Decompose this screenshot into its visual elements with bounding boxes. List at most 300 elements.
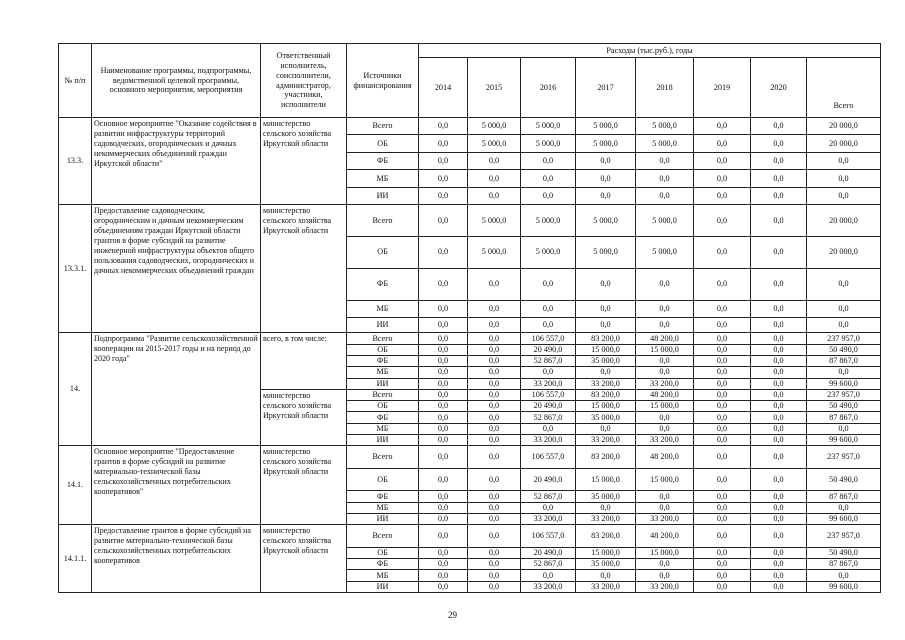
amount-cell: 0,0 — [751, 135, 807, 152]
amount-cell: 0,0 — [468, 581, 521, 592]
amount-cell: 15 000,0 — [636, 344, 694, 355]
amount-cell: 33 200,0 — [636, 434, 694, 445]
amount-cell: 20 490,0 — [521, 344, 576, 355]
amount-cell: 0,0 — [468, 378, 521, 389]
amount-cell: 5 000,0 — [636, 236, 694, 268]
amount-cell: 0,0 — [694, 135, 751, 152]
amount-cell: 0,0 — [751, 205, 807, 237]
amount-cell: 0,0 — [751, 423, 807, 434]
row-number: 14. — [59, 333, 92, 446]
amount-cell: 35 000,0 — [576, 491, 636, 502]
amount-cell: 106 557,0 — [521, 446, 576, 469]
funding-source: ИИ — [347, 187, 419, 204]
amount-cell: 0,0 — [751, 513, 807, 524]
amount-cell: 0,0 — [751, 236, 807, 268]
amount-cell: 0,0 — [521, 300, 576, 317]
total-cell: 20 000,0 — [807, 205, 881, 237]
amount-cell: 33 200,0 — [521, 513, 576, 524]
amount-cell: 106 557,0 — [521, 525, 576, 548]
amount-cell: 0,0 — [636, 355, 694, 366]
amount-cell: 5 000,0 — [576, 135, 636, 152]
total-cell: 0,0 — [807, 170, 881, 187]
funding-source: МБ — [347, 367, 419, 378]
amount-cell: 0,0 — [694, 355, 751, 366]
amount-cell: 0,0 — [419, 525, 468, 548]
page-number: 29 — [448, 610, 457, 620]
funding-source: Всего — [347, 333, 419, 344]
amount-cell: 0,0 — [468, 502, 521, 513]
amount-cell: 35 000,0 — [576, 355, 636, 366]
amount-cell: 0,0 — [521, 502, 576, 513]
amount-cell: 0,0 — [751, 378, 807, 389]
amount-cell: 33 200,0 — [576, 513, 636, 524]
amount-cell: 5 000,0 — [576, 236, 636, 268]
activity-name: Основное мероприятие "Оказание содействия в развитии инфраструктуры территорий садоводческих, огороднических и дачных некоммерческих объединений граждан Иркутской области" — [92, 118, 261, 205]
header-year: 2019 — [694, 58, 751, 118]
header-year: 2018 — [636, 58, 694, 118]
funding-source: МБ — [347, 570, 419, 581]
amount-cell: 52 867,0 — [521, 491, 576, 502]
header-expenses: Расходы (тыс.руб.), годы — [419, 44, 881, 58]
total-cell: 237 957,0 — [807, 389, 881, 400]
total-cell: 20 000,0 — [807, 118, 881, 135]
amount-cell: 0,0 — [468, 389, 521, 400]
funding-source: ФБ — [347, 491, 419, 502]
amount-cell: 0,0 — [468, 513, 521, 524]
amount-cell: 0,0 — [576, 300, 636, 317]
funding-source: ИИ — [347, 513, 419, 524]
amount-cell: 0,0 — [468, 401, 521, 412]
amount-cell: 0,0 — [694, 152, 751, 169]
header-year: 2017 — [576, 58, 636, 118]
total-cell: 87 867,0 — [807, 491, 881, 502]
total-cell: 20 000,0 — [807, 236, 881, 268]
amount-cell: 0,0 — [694, 236, 751, 268]
funding-source: ОБ — [347, 344, 419, 355]
amount-cell: 0,0 — [521, 570, 576, 581]
amount-cell: 0,0 — [751, 570, 807, 581]
total-cell: 50 490,0 — [807, 547, 881, 558]
amount-cell: 5 000,0 — [636, 135, 694, 152]
amount-cell: 0,0 — [468, 446, 521, 469]
amount-cell: 33 200,0 — [521, 581, 576, 592]
amount-cell: 0,0 — [468, 170, 521, 187]
amount-cell: 0,0 — [694, 401, 751, 412]
total-cell: 99 600,0 — [807, 378, 881, 389]
amount-cell: 0,0 — [636, 187, 694, 204]
total-cell: 0,0 — [807, 423, 881, 434]
funding-source: ОБ — [347, 468, 419, 491]
amount-cell: 0,0 — [694, 446, 751, 469]
amount-cell: 0,0 — [419, 344, 468, 355]
total-cell: 87 867,0 — [807, 559, 881, 570]
total-cell: 0,0 — [807, 570, 881, 581]
total-cell: 20 000,0 — [807, 135, 881, 152]
activity-name: Основное мероприятие "Предоставление грантов в форме субсидий на развитие материально-технической базы сельскохозяйственных потребительских кооперативов" — [92, 446, 261, 525]
amount-cell: 83 200,0 — [576, 525, 636, 548]
header-year: 2020 — [751, 58, 807, 118]
amount-cell: 0,0 — [694, 491, 751, 502]
amount-cell: 0,0 — [521, 187, 576, 204]
amount-cell: 0,0 — [694, 318, 751, 333]
amount-cell: 0,0 — [419, 446, 468, 469]
amount-cell: 0,0 — [419, 513, 468, 524]
amount-cell: 33 200,0 — [636, 581, 694, 592]
funding-source: ФБ — [347, 152, 419, 169]
amount-cell: 33 200,0 — [521, 378, 576, 389]
funding-source: Всего — [347, 118, 419, 135]
amount-cell: 0,0 — [419, 434, 468, 445]
amount-cell: 48 200,0 — [636, 389, 694, 400]
amount-cell: 0,0 — [419, 333, 468, 344]
total-cell: 50 490,0 — [807, 344, 881, 355]
amount-cell: 33 200,0 — [521, 434, 576, 445]
amount-cell: 0,0 — [521, 367, 576, 378]
amount-cell: 0,0 — [751, 300, 807, 317]
amount-cell: 0,0 — [751, 268, 807, 300]
funding-source: ФБ — [347, 355, 419, 366]
amount-cell: 0,0 — [636, 152, 694, 169]
amount-cell: 48 200,0 — [636, 333, 694, 344]
amount-cell: 0,0 — [521, 152, 576, 169]
amount-cell: 0,0 — [636, 412, 694, 423]
amount-cell: 0,0 — [468, 344, 521, 355]
funding-source: ИИ — [347, 434, 419, 445]
amount-cell: 15 000,0 — [636, 401, 694, 412]
amount-cell: 20 490,0 — [521, 547, 576, 558]
amount-cell: 52 867,0 — [521, 355, 576, 366]
amount-cell: 0,0 — [751, 559, 807, 570]
funding-source: Всего — [347, 525, 419, 548]
amount-cell: 0,0 — [751, 446, 807, 469]
amount-cell: 0,0 — [468, 355, 521, 366]
funding-source: ОБ — [347, 401, 419, 412]
amount-cell: 0,0 — [751, 525, 807, 548]
amount-cell: 0,0 — [468, 423, 521, 434]
amount-cell: 0,0 — [636, 423, 694, 434]
amount-cell: 0,0 — [751, 170, 807, 187]
amount-cell: 83 200,0 — [576, 446, 636, 469]
amount-cell: 15 000,0 — [636, 468, 694, 491]
total-cell: 0,0 — [807, 318, 881, 333]
amount-cell: 0,0 — [694, 389, 751, 400]
amount-cell: 52 867,0 — [521, 412, 576, 423]
amount-cell: 0,0 — [751, 502, 807, 513]
responsible-executor: министерство сельского хозяйства Иркутской области — [261, 205, 347, 333]
amount-cell: 5 000,0 — [521, 118, 576, 135]
table-row — [59, 205, 881, 237]
amount-cell: 0,0 — [468, 434, 521, 445]
amount-cell: 0,0 — [468, 367, 521, 378]
funding-source: Всего — [347, 446, 419, 469]
activity-name: Подпрограмма "Развитие сельскохозяйственной кооперации на 2015-2017 годы и на период до 2020 года" — [92, 333, 261, 446]
amount-cell: 5 000,0 — [636, 118, 694, 135]
amount-cell: 48 200,0 — [636, 446, 694, 469]
total-cell: 0,0 — [807, 300, 881, 317]
amount-cell: 83 200,0 — [576, 333, 636, 344]
table-row — [59, 525, 881, 548]
amount-cell: 0,0 — [419, 401, 468, 412]
funding-source: МБ — [347, 423, 419, 434]
amount-cell: 0,0 — [419, 135, 468, 152]
amount-cell: 0,0 — [419, 468, 468, 491]
amount-cell: 0,0 — [576, 152, 636, 169]
amount-cell: 0,0 — [751, 344, 807, 355]
amount-cell: 0,0 — [636, 559, 694, 570]
amount-cell: 0,0 — [751, 152, 807, 169]
amount-cell: 15 000,0 — [576, 547, 636, 558]
amount-cell: 106 557,0 — [521, 333, 576, 344]
amount-cell: 0,0 — [468, 468, 521, 491]
amount-cell: 5 000,0 — [576, 205, 636, 237]
amount-cell: 0,0 — [419, 502, 468, 513]
amount-cell: 0,0 — [419, 268, 468, 300]
amount-cell: 0,0 — [751, 389, 807, 400]
header-source: Источники финансирования — [347, 44, 419, 118]
amount-cell: 5 000,0 — [521, 205, 576, 237]
amount-cell: 5 000,0 — [636, 205, 694, 237]
amount-cell: 33 200,0 — [576, 378, 636, 389]
amount-cell: 33 200,0 — [576, 581, 636, 592]
amount-cell: 0,0 — [521, 423, 576, 434]
row-number: 13.3.1. — [59, 205, 92, 333]
amount-cell: 0,0 — [636, 300, 694, 317]
table-body — [59, 118, 881, 593]
amount-cell: 0,0 — [576, 268, 636, 300]
responsible-executor: министерство сельского хозяйства Иркутской области — [261, 389, 347, 445]
amount-cell: 20 490,0 — [521, 468, 576, 491]
amount-cell: 0,0 — [694, 187, 751, 204]
amount-cell: 0,0 — [751, 355, 807, 366]
amount-cell: 0,0 — [751, 118, 807, 135]
total-cell: 50 490,0 — [807, 401, 881, 412]
activity-name: Предоставление грантов в форме субсидий на развитие материально-технической базы сельскохозяйственных потребительских кооперативов — [92, 525, 261, 593]
row-number: 14.1. — [59, 446, 92, 525]
amount-cell: 0,0 — [694, 434, 751, 445]
amount-cell: 0,0 — [694, 170, 751, 187]
funding-source: ФБ — [347, 412, 419, 423]
amount-cell: 0,0 — [694, 205, 751, 237]
amount-cell: 0,0 — [636, 268, 694, 300]
amount-cell: 0,0 — [419, 205, 468, 237]
total-cell: 237 957,0 — [807, 525, 881, 548]
amount-cell: 0,0 — [419, 378, 468, 389]
amount-cell: 0,0 — [419, 559, 468, 570]
total-cell: 237 957,0 — [807, 333, 881, 344]
amount-cell: 0,0 — [694, 502, 751, 513]
amount-cell: 35 000,0 — [576, 412, 636, 423]
funding-source: ИИ — [347, 581, 419, 592]
funding-source: ФБ — [347, 268, 419, 300]
header-responsible: Ответственный исполнитель, соисполнители, администратор, участники, исполнители — [261, 44, 347, 118]
amount-cell: 5 000,0 — [521, 135, 576, 152]
total-cell: 87 867,0 — [807, 355, 881, 366]
funding-source: ОБ — [347, 547, 419, 558]
amount-cell: 0,0 — [694, 344, 751, 355]
amount-cell: 0,0 — [419, 355, 468, 366]
funding-source: Всего — [347, 389, 419, 400]
total-cell: 0,0 — [807, 152, 881, 169]
amount-cell: 33 200,0 — [576, 434, 636, 445]
budget-table — [58, 43, 881, 593]
amount-cell: 15 000,0 — [576, 401, 636, 412]
amount-cell: 0,0 — [576, 367, 636, 378]
header-total: Всего — [807, 58, 881, 118]
total-cell: 99 600,0 — [807, 581, 881, 592]
amount-cell: 83 200,0 — [576, 389, 636, 400]
amount-cell: 33 200,0 — [636, 513, 694, 524]
funding-source: ИИ — [347, 318, 419, 333]
amount-cell: 0,0 — [694, 367, 751, 378]
amount-cell: 0,0 — [636, 491, 694, 502]
amount-cell: 15 000,0 — [576, 344, 636, 355]
funding-source: ОБ — [347, 236, 419, 268]
amount-cell: 0,0 — [419, 152, 468, 169]
amount-cell: 0,0 — [468, 559, 521, 570]
header-year: 2014 — [419, 58, 468, 118]
total-cell: 237 957,0 — [807, 446, 881, 469]
amount-cell: 0,0 — [419, 412, 468, 423]
amount-cell: 0,0 — [468, 570, 521, 581]
funding-source: ОБ — [347, 135, 419, 152]
funding-source: МБ — [347, 170, 419, 187]
amount-cell: 0,0 — [468, 333, 521, 344]
row-number: 13.3. — [59, 118, 92, 205]
header-name: Наименование программы, подпрограммы, ведомственной целевой программы, основного мероприятия, мероприятия — [92, 44, 261, 118]
amount-cell: 0,0 — [521, 170, 576, 187]
amount-cell: 0,0 — [419, 367, 468, 378]
amount-cell: 0,0 — [636, 318, 694, 333]
amount-cell: 15 000,0 — [576, 468, 636, 491]
amount-cell: 0,0 — [694, 547, 751, 558]
header-number: № п/п — [59, 44, 92, 118]
funding-source: ИИ — [347, 378, 419, 389]
amount-cell: 0,0 — [468, 412, 521, 423]
total-cell: 0,0 — [807, 367, 881, 378]
amount-cell: 0,0 — [576, 187, 636, 204]
table-row — [59, 333, 881, 344]
table-row — [59, 446, 881, 469]
amount-cell: 0,0 — [694, 559, 751, 570]
amount-cell: 0,0 — [419, 118, 468, 135]
amount-cell: 35 000,0 — [576, 559, 636, 570]
amount-cell: 0,0 — [751, 367, 807, 378]
amount-cell: 0,0 — [694, 525, 751, 548]
header-year: 2015 — [468, 58, 521, 118]
responsible-executor: министерство сельского хозяйства Иркутской области — [261, 446, 347, 525]
amount-cell: 5 000,0 — [468, 205, 521, 237]
total-cell: 99 600,0 — [807, 513, 881, 524]
amount-cell: 0,0 — [694, 581, 751, 592]
amount-cell: 0,0 — [468, 300, 521, 317]
amount-cell: 0,0 — [694, 300, 751, 317]
amount-cell: 0,0 — [694, 412, 751, 423]
amount-cell: 0,0 — [576, 502, 636, 513]
amount-cell: 0,0 — [576, 318, 636, 333]
amount-cell: 0,0 — [751, 187, 807, 204]
amount-cell: 0,0 — [694, 268, 751, 300]
amount-cell: 0,0 — [694, 378, 751, 389]
total-cell: 87 867,0 — [807, 412, 881, 423]
total-cell: 50 490,0 — [807, 468, 881, 491]
amount-cell: 0,0 — [419, 570, 468, 581]
amount-cell: 0,0 — [694, 513, 751, 524]
amount-cell: 0,0 — [468, 152, 521, 169]
amount-cell: 0,0 — [419, 491, 468, 502]
amount-cell: 0,0 — [636, 367, 694, 378]
amount-cell: 0,0 — [751, 318, 807, 333]
amount-cell: 20 490,0 — [521, 401, 576, 412]
total-cell: 0,0 — [807, 502, 881, 513]
amount-cell: 0,0 — [419, 318, 468, 333]
amount-cell: 0,0 — [751, 333, 807, 344]
total-cell: 0,0 — [807, 187, 881, 204]
amount-cell: 0,0 — [636, 502, 694, 513]
amount-cell: 33 200,0 — [636, 378, 694, 389]
amount-cell: 0,0 — [419, 389, 468, 400]
amount-cell: 0,0 — [468, 525, 521, 548]
amount-cell: 5 000,0 — [468, 135, 521, 152]
amount-cell: 5 000,0 — [576, 118, 636, 135]
funding-source: ФБ — [347, 559, 419, 570]
funding-source: МБ — [347, 300, 419, 317]
amount-cell: 48 200,0 — [636, 525, 694, 548]
amount-cell: 0,0 — [419, 236, 468, 268]
amount-cell: 0,0 — [419, 423, 468, 434]
amount-cell: 0,0 — [576, 423, 636, 434]
amount-cell: 0,0 — [468, 491, 521, 502]
total-cell: 99 600,0 — [807, 434, 881, 445]
amount-cell: 0,0 — [419, 187, 468, 204]
amount-cell: 0,0 — [751, 491, 807, 502]
amount-cell: 0,0 — [576, 570, 636, 581]
funding-source: МБ — [347, 502, 419, 513]
amount-cell: 0,0 — [636, 170, 694, 187]
amount-cell: 0,0 — [468, 547, 521, 558]
responsible-executor: всего, в том числе: — [261, 333, 347, 389]
amount-cell: 0,0 — [521, 268, 576, 300]
amount-cell: 0,0 — [694, 333, 751, 344]
responsible-executor: министерство сельского хозяйства Иркутской области — [261, 525, 347, 593]
amount-cell: 5 000,0 — [468, 236, 521, 268]
funding-source: Всего — [347, 205, 419, 237]
amount-cell: 0,0 — [751, 412, 807, 423]
amount-cell: 0,0 — [694, 423, 751, 434]
amount-cell: 0,0 — [468, 268, 521, 300]
row-number: 14.1.1. — [59, 525, 92, 593]
amount-cell: 0,0 — [751, 581, 807, 592]
header-year: 2016 — [521, 58, 576, 118]
amount-cell: 0,0 — [751, 401, 807, 412]
amount-cell: 0,0 — [521, 318, 576, 333]
amount-cell: 0,0 — [751, 468, 807, 491]
amount-cell: 106 557,0 — [521, 389, 576, 400]
table-row — [59, 118, 881, 135]
amount-cell: 0,0 — [468, 187, 521, 204]
amount-cell: 0,0 — [419, 581, 468, 592]
amount-cell: 15 000,0 — [636, 547, 694, 558]
amount-cell: 0,0 — [694, 118, 751, 135]
amount-cell: 0,0 — [576, 170, 636, 187]
amount-cell: 0,0 — [751, 547, 807, 558]
amount-cell: 0,0 — [468, 318, 521, 333]
amount-cell: 0,0 — [419, 170, 468, 187]
amount-cell: 0,0 — [636, 570, 694, 581]
amount-cell: 5 000,0 — [521, 236, 576, 268]
amount-cell: 0,0 — [419, 547, 468, 558]
amount-cell: 0,0 — [694, 468, 751, 491]
amount-cell: 5 000,0 — [468, 118, 521, 135]
